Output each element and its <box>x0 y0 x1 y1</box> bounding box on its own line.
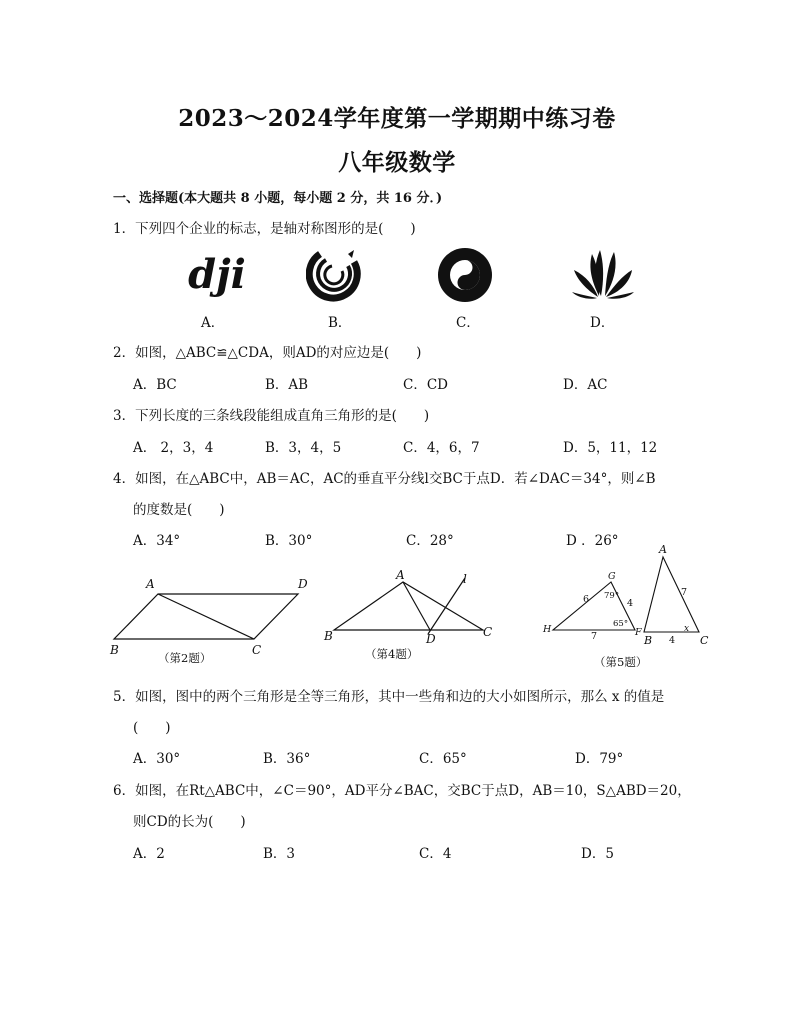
question-6-stem-line1: 6．如图，在Rt△ABC中，∠C＝90°，AD平分∠BAC，交BC于点D，AB＝10，S△ABD＝20， <box>113 783 691 799</box>
fig4-label-a: A <box>396 568 405 582</box>
fig5-angle-x: x <box>684 624 690 634</box>
fig5-side-ac: 7 <box>681 587 688 598</box>
fig2-label-b: B <box>110 643 119 657</box>
q2-option-b[interactable]: B．AB <box>265 377 309 393</box>
q5-option-d[interactable]: D．79° <box>575 751 624 767</box>
dji-logo-text: dji <box>188 251 246 298</box>
q4-option-d[interactable]: D ．26° <box>566 533 619 549</box>
fig5-label-f: F <box>635 627 642 638</box>
fig5-side-gh: 6 <box>583 594 590 605</box>
question-1-stem: 1．下列四个企业的标志，是轴对称图形的是( ) <box>113 221 416 237</box>
q1-option-b[interactable]: B． <box>328 315 352 331</box>
q4-option-a[interactable]: A．34° <box>133 533 181 549</box>
dji-logo-icon <box>183 250 251 298</box>
question-5-stem-line1: 5．如图，图中的两个三角形是全等三角形，其中一些角和边的大小如图所示，那么 x 的值是 <box>113 689 665 705</box>
q5-option-c[interactable]: C．65° <box>419 751 467 767</box>
exam-subtitle: 八年级数学 <box>338 149 456 176</box>
q3-option-d[interactable]: D．5，11，12 <box>563 440 658 456</box>
q2-option-c[interactable]: C．CD <box>403 377 448 393</box>
fig5-label-c: C <box>700 634 709 647</box>
yin-yang-logo-icon <box>436 246 494 304</box>
question-4-stem-line1: 4．如图，在△ABC中，AB＝AC，AC的垂直平分线l交BC于点D．若∠DAC＝34°，则∠B <box>113 471 656 487</box>
fig4-label-c: C <box>483 625 493 639</box>
question-4-stem-line2: 的度数是( ) <box>133 502 225 518</box>
fig5-label-g: G <box>608 571 616 582</box>
q5-option-a[interactable]: A．30° <box>133 751 181 767</box>
question-2-stem: 2．如图，△ABC≌△CDA，则AD的对应边是( ) <box>113 345 422 361</box>
huawei-logo-icon <box>570 246 636 300</box>
fig5-angle-f: 65° <box>613 619 629 629</box>
fig4-label-d: D <box>426 632 436 646</box>
fig2-label-d: D <box>298 577 308 591</box>
fig2-label-c: C <box>252 643 262 657</box>
fig5-label-b: B <box>644 634 653 647</box>
q1-option-a[interactable]: A． <box>201 315 225 331</box>
q1-option-c[interactable]: C． <box>456 315 480 331</box>
q3-option-b[interactable]: B．3，4，5 <box>265 440 342 456</box>
q3-option-a[interactable]: A． 2，3，4 <box>133 440 214 456</box>
fig4-label-b: B <box>324 629 333 643</box>
q6-option-b[interactable]: B．3 <box>263 846 296 862</box>
q4-option-b[interactable]: B．30° <box>265 533 313 549</box>
swirl-logo-icon <box>306 246 362 302</box>
fig5-label-h: H <box>543 624 552 635</box>
figure-2 <box>100 572 320 667</box>
fig5-angle-g: 79° <box>604 591 620 601</box>
q5-option-b[interactable]: B．36° <box>263 751 311 767</box>
fig2-label-a: A <box>146 577 155 591</box>
q6-option-d[interactable]: D．5 <box>581 846 614 862</box>
fig4-label-l: l <box>463 572 467 586</box>
q1-option-d[interactable]: D． <box>590 315 615 331</box>
fig5-side-hf: 7 <box>591 631 598 642</box>
question-5-stem-line2: ( ) <box>133 720 171 736</box>
question-6-stem-line2: 则CD的长为( ) <box>133 814 246 830</box>
q2-option-a[interactable]: A．BC <box>133 377 177 393</box>
q2-option-d[interactable]: D．AC <box>563 377 608 393</box>
exam-title: 2023～2024学年度第一学期期中练习卷 <box>178 105 616 132</box>
fig5-side-bc: 4 <box>669 635 676 646</box>
section-heading: 一、选择题(本大题共 8 小题，每小题 2 分，共 16 分．) <box>113 191 443 206</box>
fig5-caption: （第5题） <box>594 655 648 669</box>
q3-option-c[interactable]: C．4，6，7 <box>403 440 480 456</box>
fig4-caption: （第4题） <box>365 647 419 661</box>
q4-option-c[interactable]: C．28° <box>406 533 454 549</box>
q6-option-a[interactable]: A．2 <box>133 846 165 862</box>
fig5-label-a: A <box>659 543 667 556</box>
fig5-side-gf: 4 <box>627 598 634 609</box>
question-3-stem: 3．下列长度的三条线段能组成直角三角形的是( ) <box>113 408 430 424</box>
fig2-caption: （第2题） <box>158 651 212 665</box>
q6-option-c[interactable]: C．4 <box>419 846 452 862</box>
